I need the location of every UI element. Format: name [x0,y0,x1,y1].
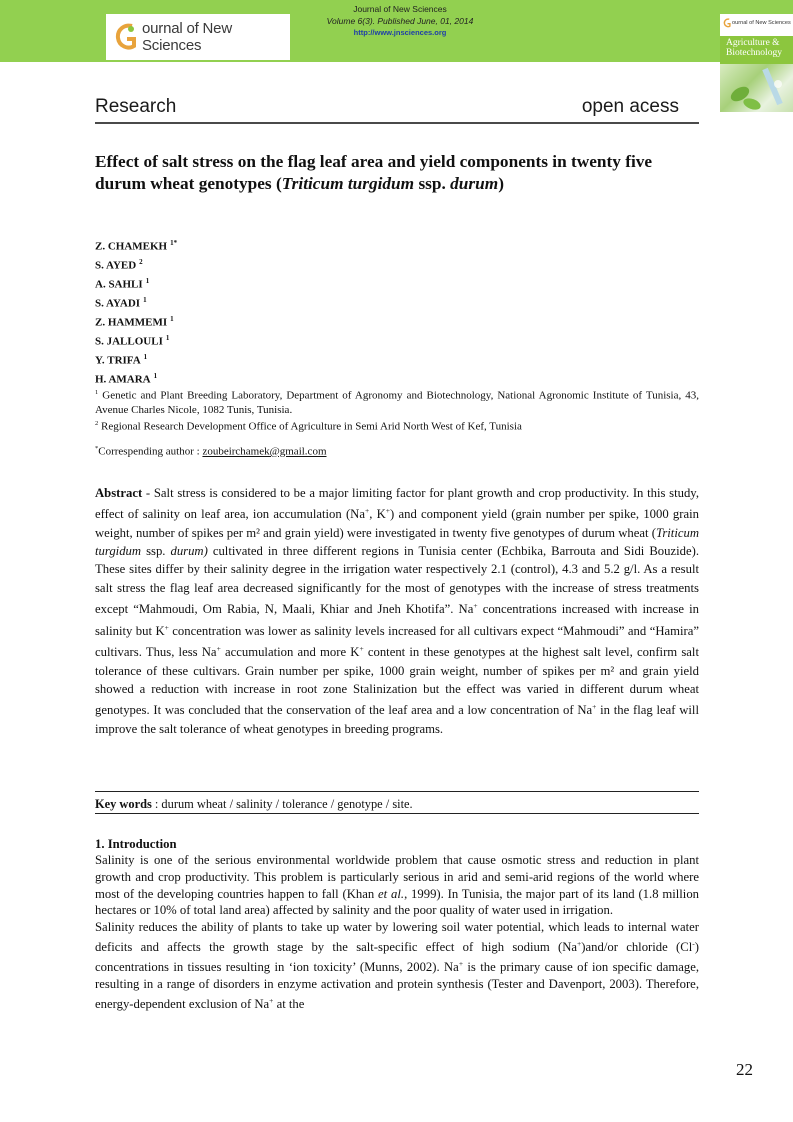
side-logo-text: ournal of New Sciences [732,20,791,26]
section-row [95,96,699,120]
keywords-label: Key words [95,797,152,811]
author: H. AMARA $^1$ [95,371,158,386]
journal-info [290,3,510,39]
access-label: open acess [581,96,679,117]
abstract-label: Abstract [95,486,143,500]
section-type: Research [95,96,177,117]
keywords: Key words : durum wheat / salinity / tolerance / genotype / site. [95,797,413,811]
author: A. SAHLI $^1$ [95,276,150,291]
plant-photo [720,64,793,112]
author-email-link[interactable]: zoubeirchamek@gmail.com [202,445,327,458]
paper-title: Effect of salt stress on the flag leaf area and yield components in twenty five durum wheat genotypes (Triticum turgidum ssp. durum) [95,152,653,193]
author-list [95,236,177,388]
journal-logo-text: ournal of New Sciences [142,20,232,54]
author: Z. CHAMEKH $^{1*}$ [95,239,178,253]
paragraph: Salinity is one of the serious environmental worldwide problem that cause osmotic stress and reduction in plant growth and crop productivity. This problem is particularly serious in arid and semi-arid regions of the world where most of the developing countries happen to fall (Khan et al., 1999). In Tunisia, the major part of its land (1.8 million hectares or 10% of total land area) affected by salinity and the poor quality of water used in irrigation. [95,853,700,918]
paragraph: Salinity reduces the ability of plants to take up water by lowering soil water potential, which leads to internal water deficits and affects the growth stage by the salt-specific effect of high sodium (Na+)and/or chloride (Cl-) concentrations in tissues resulting in ‘ion toxicity’ (Munns, 2002). Na+ is the primary cause of ion specific damage, resulting in a range of disorders in enzyme activation and protein synthesis (Tester and Davenport, 2003). Therefore, energy-dependent exclusion of Na+ at the [95,920,700,1012]
affiliation: $^1$ Genetic and Plant Breeding Laboratory, Department of Agronomy and Biotechnology, National Agronomic Institute of Tunisia, 43, Avenue Charles Nicole, 1082 Tunis, Tunisia. [95,389,699,416]
affiliations [95,386,699,433]
intro-heading: 1. Introduction [95,837,177,851]
agriculture-biotech-badge [720,14,793,112]
keywords-rule-top [95,791,699,792]
author: S. AYADI $^1$ [95,295,147,310]
corresponding-author: *Correspending author : zoubeirchamek@gmail.com [95,445,327,458]
journal-name: Journal of New Sciences [353,4,447,14]
author: S. JALLOULI $^1$ [95,333,170,348]
journal-logo-icon [114,22,140,52]
page-number: 22 [736,1060,753,1079]
journal-volume: Volume 6(3). Published June, 01, 2014 [326,16,474,26]
intro-body [95,852,699,1013]
author: S. AYED $^2$ [95,257,143,272]
journal-logo [106,14,290,60]
author: Z. HAMMEMI $^1$ [95,314,174,329]
abstract: Abstract - Salt stress is considered to be a major limiting factor for plant growth and crop productivity. In this study, effect of salinity on leaf area, ion accumulation (Na+, K+) and component yield (grain number per spike, 1000 grain weight, number of spikes per m² and grain yield) were investigated in twenty five genotypes of durum wheat (Triticum turgidum ssp. durum) cultivated in three different regions in Tunisia center (Echbika, Barrouta and Sidi Bouzide). These sites differ by their salinity degree in the irrigation water respectively 2.1 (control), 4.3 and 5.2 g/l. As a result salt stress the flag leaf area decreased significantly for the most of genotypes with the increase of stress treatments except “Mahmoudi, Om Rabia, N, Maali, Khiar and Jneh Khotifa”. Na+ concentrations increased with increase in salinity but K+ concentration was lower as salinity levels increased for all cultivars expect “Mahmoudi” and “Hamira” cultivars. Thus, less Na+ accumulation and more K+ content in these genotypes at the highest salt level, confirm salt tolerance of these cultivars. Grain number per spike, 1000 grain weight, number of spikes per m² and grain yield showed a reduction with increase in root zone Stalinization but the effect was varied in different durum wheat genotypes. It was concluded that the conservation of the leaf area and a low concentration of Na+ in the flag leaf will improve the salt tolerance of wheat genotypes in breeding programs. [95,486,700,736]
journal-url[interactable]: http://www.jnsciences.org [353,28,447,37]
side-logo-icon [723,17,732,29]
keywords-rule-bottom [95,813,699,814]
section-divider [95,122,699,124]
affiliation: $^2$ Regional Research Development Office of Agriculture in Semi Arid North West of Kef, Tunisia [95,419,522,433]
side-band-text: Agriculture & Biotechnology [726,38,782,58]
author: Y. TRIFA $^1$ [95,352,148,367]
